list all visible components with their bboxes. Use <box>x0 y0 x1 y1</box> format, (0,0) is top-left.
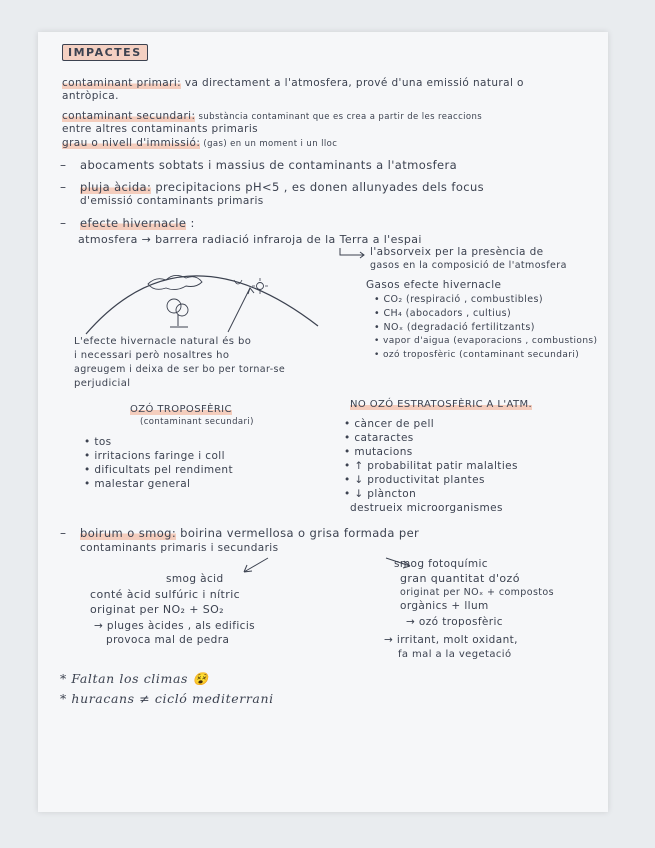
bullet-pluja <box>80 181 484 194</box>
bullet-dash: – <box>60 180 66 194</box>
ozo-estrato-item-label: càncer de pell <box>354 418 435 430</box>
def-secundari-term: contaminant secundari: <box>62 110 196 122</box>
pluja-line2: d'emissió contaminants primaris <box>80 195 264 207</box>
notebook-page <box>38 32 608 812</box>
def-immissio-text: (gas) en un moment i un lloc <box>200 139 338 149</box>
ozo-estrato-item: • ↑ probabilitat patir malalties <box>344 460 518 472</box>
ozo-tropo-item: • irritacions faringe i coll <box>84 450 225 462</box>
ozo-tropo-item: • dificultats pel rendiment <box>84 464 233 476</box>
smog-acid-line1: conté àcid sulfúric i nítric <box>90 588 241 601</box>
def-primari-term: contaminant primari: <box>62 77 182 89</box>
smog-foto-line2: originat per NOₓ + compostos <box>400 587 554 598</box>
smog-foto-line1: gran quantitat d'ozó <box>400 572 520 585</box>
def-secundari-text: substància contaminant que es crea a partir de les reaccions <box>195 112 483 122</box>
def-primari <box>62 77 524 90</box>
smog-foto-line3: orgànics + llum <box>400 600 489 612</box>
smog-acid-line4: provoca mal de pedra <box>106 634 230 646</box>
bullet-dash: – <box>60 216 66 230</box>
page-title: IMPACTES <box>62 44 148 61</box>
ozo-tropo-title <box>130 403 232 416</box>
efecte-natural-3: agreugem i deixa de ser bo per tornar-se <box>74 364 286 375</box>
bullet-abocaments: abocaments sobtats i massius de contaminants a l'atmosfera <box>80 158 458 172</box>
ozo-tropo-item-label: dificultats pel rendiment <box>94 464 233 476</box>
smog-acid-line2: originat per NO₂ + SO₂ <box>90 603 224 616</box>
def-secundari-line2: entre altres contaminants primaris <box>62 123 259 135</box>
gas-item-label: NOₓ (degradació fertilitzants) <box>383 322 535 333</box>
efecte-natural-1: L'efecte hivernacle natural és bo <box>74 336 252 347</box>
bullet-efecte <box>80 217 195 230</box>
efecte-absorveix-2: gasos en la composició de l'atmosfera <box>370 260 567 271</box>
smog-acid-line3: → pluges àcides , als edificis <box>94 620 256 632</box>
efecte-colon: : <box>186 216 195 230</box>
note-climas <box>60 672 209 685</box>
ozo-estrato-item-label: cataractes <box>354 432 414 444</box>
pluja-text: precipitacions pH<5 , es donen allunyades dels focus <box>151 180 485 194</box>
note-climas-text: * Faltan los climas <box>60 671 189 686</box>
ozo-tropo-subtitle: (contaminant secundari) <box>140 417 254 427</box>
note-huracans: * huracans ≠ cicló mediterrani <box>60 691 274 706</box>
ozo-tropo-item-label: malestar general <box>94 478 191 490</box>
ozo-tropo-item: • tos <box>84 436 112 448</box>
def-primari-line2: antròpica. <box>62 90 119 102</box>
arrow-icon <box>338 246 368 260</box>
def-secundari <box>62 110 482 124</box>
ozo-estrato-item: • mutacions <box>344 446 413 458</box>
boirum-text: boirina vermellosa o grisa formada per <box>176 526 420 540</box>
gas-item-label: vapor d'aigua (evaporacions , combustions) <box>382 336 598 346</box>
ozo-estrato-extra: destrueix microorganismes <box>350 502 503 514</box>
def-immissio <box>62 137 337 151</box>
ozo-estrato-item-label: mutacions <box>354 446 413 458</box>
efecte-natural-2: i necessari però nosaltres ho <box>74 350 230 361</box>
smog-foto-line5: → irritant, molt oxidant, <box>384 634 518 646</box>
ozo-tropo-item-label: tos <box>94 436 112 448</box>
gas-item: • vapor d'aigua (evaporacions , combustions) <box>374 336 598 346</box>
gas-item-label: CO₂ (respiració , combustibles) <box>383 294 543 305</box>
ozo-estrato-item-label: ↓ plàncton <box>354 488 417 500</box>
gasos-title: Gasos efecte hivernacle <box>366 279 502 291</box>
gas-item-label: CH₄ (abocadors , cultius) <box>383 308 512 319</box>
ozo-tropo-title-text: OZÓ TROPOSFÈRIC <box>130 404 232 415</box>
smog-foto-line4: → ozó troposfèric <box>406 616 503 628</box>
gas-item: • NOₓ (degradació fertilitzants) <box>374 322 535 333</box>
smog-foto-title: smog fotoquímic <box>394 558 488 570</box>
bullet-dash: – <box>60 526 66 540</box>
efecte-natural-4: perjudicial <box>74 378 131 389</box>
bullet-boirum <box>80 527 419 540</box>
gas-item-label: ozó troposfèric (contaminant secundari) <box>382 350 580 360</box>
ozo-estrato-item: • càncer de pell <box>344 418 435 430</box>
ozo-estrato-item: • ↓ plàncton <box>344 488 417 500</box>
smog-acid-title: smog àcid <box>166 573 224 585</box>
boirum-term: boirum o smog: <box>80 526 177 540</box>
efecte-atmosfera: atmosfera → barrera radiació infraroja de la Terra a l'espai <box>78 233 422 246</box>
smog-foto-line6: fa mal a la vegetació <box>398 649 512 660</box>
ozo-tropo-item: • malestar general <box>84 478 191 490</box>
ozo-estrato-item-label: ↑ probabilitat patir malalties <box>354 460 518 472</box>
greenhouse-sketch-icon <box>78 250 338 340</box>
efecte-term: efecte hivernacle <box>80 216 187 230</box>
ozo-estrato-item: • ↓ productivitat plantes <box>344 474 485 486</box>
ozo-estrato-item: • cataractes <box>344 432 414 444</box>
ozo-estrato-item-label: ↓ productivitat plantes <box>354 474 485 486</box>
dizzy-face-icon: 😵 <box>192 671 209 686</box>
ozo-tropo-item-label: irritacions faringe i coll <box>94 450 225 462</box>
gas-item: • ozó troposfèric (contaminant secundari) <box>374 350 580 360</box>
boirum-line2: contaminants primaris i secundaris <box>80 542 279 554</box>
gas-item: • CO₂ (respiració , combustibles) <box>374 294 543 305</box>
gas-item: • CH₄ (abocadors , cultius) <box>374 308 512 319</box>
bullet-dash: – <box>60 158 66 172</box>
def-immissio-term: grau o nivell d'immissió: <box>62 137 201 149</box>
pluja-term: pluja àcida: <box>80 180 152 194</box>
ozo-estrato-title <box>350 398 532 411</box>
efecte-absorveix-1: l'absorveix per la presència de <box>370 246 544 258</box>
def-primari-text: va directament a l'atmosfera, prové d'una emissió natural o <box>181 77 524 89</box>
ozo-estrato-title-text: NO OZÓ ESTRATOSFÈRIC A L'ATM. <box>350 399 533 410</box>
